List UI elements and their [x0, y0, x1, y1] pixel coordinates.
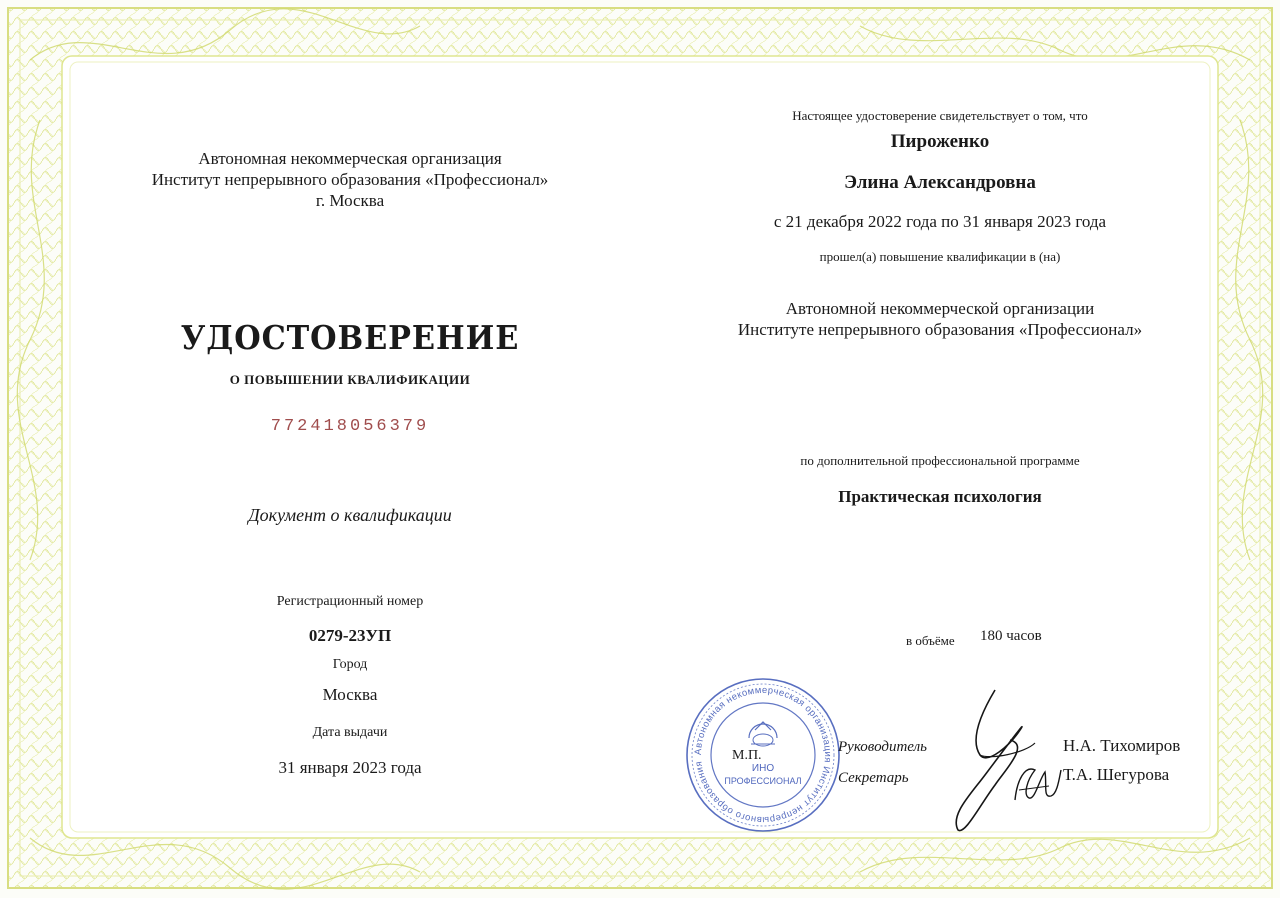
svg-text:Автономная некоммерческая орга — [693, 685, 833, 825]
mp-mark: М.П. — [732, 748, 762, 763]
issue-date-label: Дата выдачи — [312, 725, 388, 740]
intro-text: Настоящее удостоверение свидетельствует о том, что — [792, 108, 1088, 123]
seal-inner-text-2: ПРОФЕССИОНАЛ — [724, 776, 802, 786]
program-name: Практическая психология — [838, 487, 1042, 506]
secretary-signature — [1005, 760, 1065, 810]
volume-label: в объёме — [906, 633, 955, 648]
city-value: Москва — [322, 685, 378, 704]
volume-value: 180 часов — [980, 628, 1042, 644]
training-period: с 21 декабря 2022 года по 31 января 2023 года — [773, 212, 1107, 231]
serial-number: 772418056379 — [270, 417, 430, 436]
certificate-subtitle: О ПОВЫШЕНИИ КВАЛИФИКАЦИИ — [229, 372, 471, 387]
issue-date: 31 января 2023 года — [278, 758, 422, 777]
head-name: Н.А. Тихомиров — [1063, 736, 1181, 755]
training-org-line2: Институте непрерывного образования «Профессионал» — [737, 320, 1143, 339]
registration-number: 0279-23УП — [308, 626, 392, 645]
issuer-org-line1: Автономная некоммерческая организация — [198, 149, 502, 168]
city-label: Город — [332, 657, 368, 672]
secretary-name: Т.А. Шегурова — [1063, 765, 1170, 784]
head-role: Руководитель — [838, 739, 927, 755]
issuer-city: г. Москва — [315, 191, 385, 210]
issuer-org-line2: Институт непрерывного образования «Профессионал» — [151, 170, 549, 189]
certificate-title: УДОСТОВЕРЕНИЕ — [180, 318, 520, 357]
official-seal — [684, 676, 842, 834]
registration-label: Регистрационный номер — [276, 594, 424, 609]
secretary-role: Секретарь — [838, 770, 909, 786]
document-type: Документ о квалификации — [248, 505, 452, 525]
program-label: по дополнительной профессиональной программе — [800, 453, 1080, 468]
seal-ring-text: Автономная некоммерческая организация Институт непрерывного образования — [692, 684, 834, 826]
seal-inner-text: ИНО — [751, 763, 775, 774]
holder-given-names: Элина Александровна — [844, 172, 1036, 193]
training-org-line1: Автономной некоммерческой организации — [785, 299, 1095, 318]
passed-text: прошел(а) повышение квалификации в (на) — [819, 249, 1061, 264]
holder-surname: Пироженко — [890, 131, 990, 152]
